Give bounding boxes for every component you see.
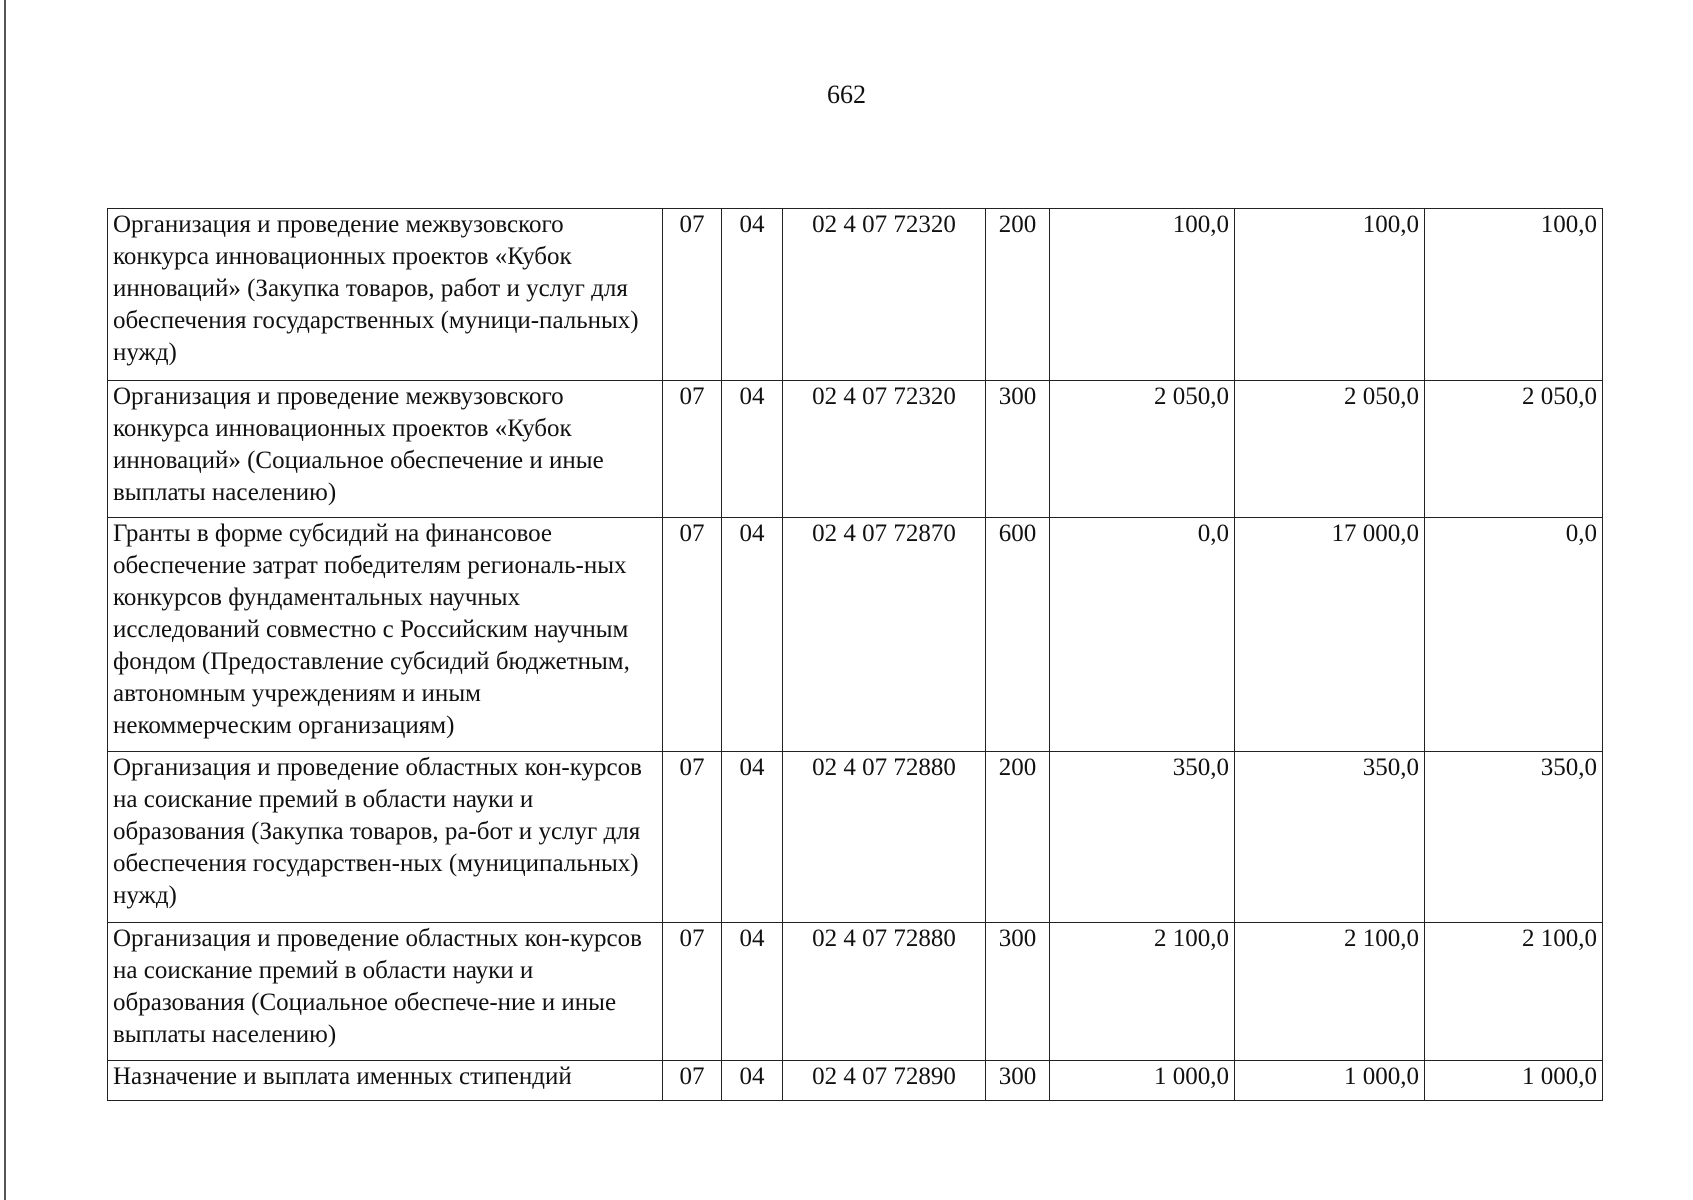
row-description: Организация и проведение областных кон-курсов на соискание премий в области науки и образования (Закупка товаров, ра-бот и услуг для обеспечения государствен-ных (муниципальных) нужд) xyxy=(108,752,663,923)
row-target-code: 02 4 07 72890 xyxy=(783,1061,986,1101)
scan-edge-line xyxy=(4,0,6,1200)
row-amount-year-3: 350,0 xyxy=(1425,752,1603,923)
row-target-code: 02 4 07 72880 xyxy=(783,923,986,1061)
row-amount-year-1: 2 050,0 xyxy=(1050,381,1235,518)
row-amount-year-3: 2 100,0 xyxy=(1425,923,1603,1061)
row-section-code: 07 xyxy=(663,1061,722,1101)
row-description: Организация и проведение областных кон-курсов на соискание премий в области науки и образования (Социальное обеспече-ние и иные выплаты населению) xyxy=(108,923,663,1061)
row-amount-year-1: 1 000,0 xyxy=(1050,1061,1235,1101)
row-amount-year-1: 0,0 xyxy=(1050,518,1235,752)
row-section-code: 07 xyxy=(663,381,722,518)
row-amount-year-3: 0,0 xyxy=(1425,518,1603,752)
row-subsection-code: 04 xyxy=(722,209,783,381)
row-target-code: 02 4 07 72320 xyxy=(783,209,986,381)
row-amount-year-2: 17 000,0 xyxy=(1235,518,1425,752)
row-subsection-code: 04 xyxy=(722,1061,783,1101)
row-subsection-code: 04 xyxy=(722,518,783,752)
row-section-code: 07 xyxy=(663,518,722,752)
budget-table xyxy=(107,208,1603,1101)
row-amount-year-2: 350,0 xyxy=(1235,752,1425,923)
table-row xyxy=(108,209,1603,381)
row-section-code: 07 xyxy=(663,752,722,923)
table-row xyxy=(108,1061,1603,1101)
row-amount-year-2: 2 050,0 xyxy=(1235,381,1425,518)
row-amount-year-2: 2 100,0 xyxy=(1235,923,1425,1061)
row-amount-year-3: 1 000,0 xyxy=(1425,1061,1603,1101)
row-section-code: 07 xyxy=(663,923,722,1061)
row-description: Назначение и выплата именных стипендий xyxy=(108,1061,663,1101)
row-target-code: 02 4 07 72320 xyxy=(783,381,986,518)
row-expense-type: 300 xyxy=(986,381,1050,518)
row-expense-type: 200 xyxy=(986,752,1050,923)
row-description: Организация и проведение межвузовского конкурса инновационных проектов «Кубок инноваций» (Социальное обеспечение и иные выплаты населению) xyxy=(108,381,663,518)
row-expense-type: 300 xyxy=(986,923,1050,1061)
row-description: Организация и проведение межвузовского конкурса инновационных проектов «Кубок инноваций» (Закупка товаров, работ и услуг для обеспечения государственных (муници-пальных) нужд) xyxy=(108,209,663,381)
row-expense-type: 200 xyxy=(986,209,1050,381)
page-number: 662 xyxy=(827,80,866,109)
row-target-code: 02 4 07 72880 xyxy=(783,752,986,923)
table-row xyxy=(108,381,1603,518)
row-amount-year-2: 100,0 xyxy=(1235,209,1425,381)
row-amount-year-3: 100,0 xyxy=(1425,209,1603,381)
row-expense-type: 300 xyxy=(986,1061,1050,1101)
row-subsection-code: 04 xyxy=(722,752,783,923)
row-subsection-code: 04 xyxy=(722,923,783,1061)
row-expense-type: 600 xyxy=(986,518,1050,752)
row-amount-year-1: 2 100,0 xyxy=(1050,923,1235,1061)
table-row xyxy=(108,923,1603,1061)
row-amount-year-1: 100,0 xyxy=(1050,209,1235,381)
table-row xyxy=(108,752,1603,923)
row-amount-year-2: 1 000,0 xyxy=(1235,1061,1425,1101)
row-section-code: 07 xyxy=(663,209,722,381)
table-row xyxy=(108,518,1603,752)
row-subsection-code: 04 xyxy=(722,381,783,518)
row-description: Гранты в форме субсидий на финансовое обеспечение затрат победителям региональ-ных конкурсов фундаментальных научных исследований совместно с Российским научным фондом (Предоставление субсидий бюджетным, автономным учреждениям и иным некоммерческим организациям) xyxy=(108,518,663,752)
row-amount-year-1: 350,0 xyxy=(1050,752,1235,923)
row-target-code: 02 4 07 72870 xyxy=(783,518,986,752)
row-amount-year-3: 2 050,0 xyxy=(1425,381,1603,518)
